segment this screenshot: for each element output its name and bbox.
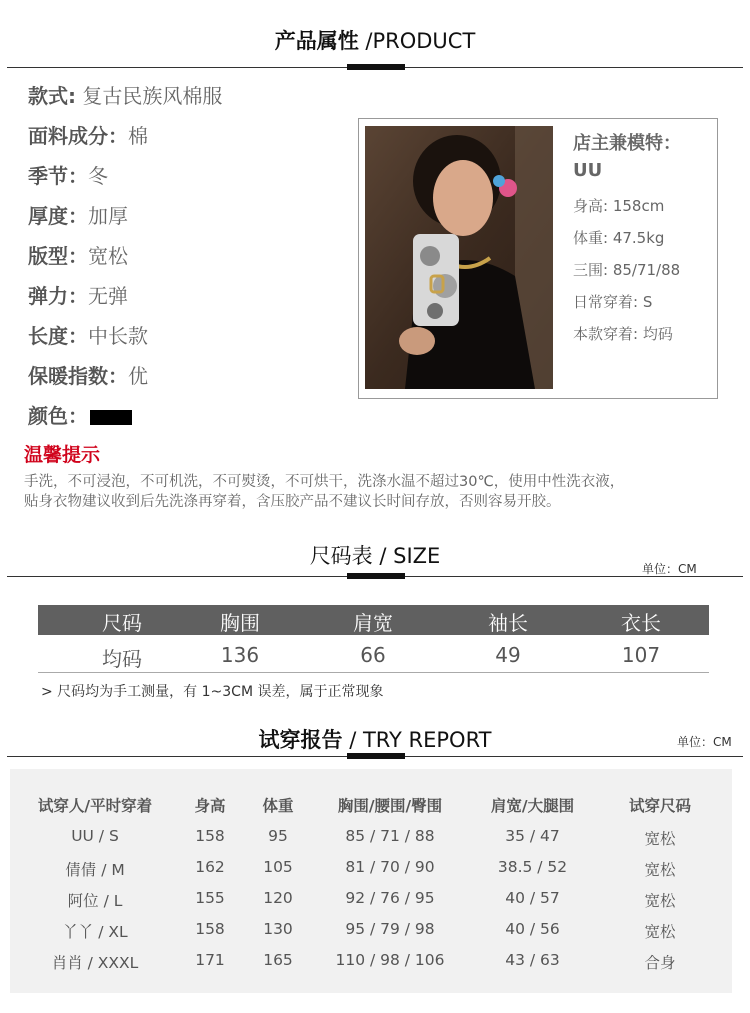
- report-cell: 丫丫 / XL: [62, 923, 128, 941]
- report-cell: 85 / 71 / 88: [345, 827, 435, 845]
- report-cell: 158: [195, 827, 225, 845]
- report-cell: 162: [195, 858, 225, 876]
- report-cell: 倩倩 / M: [65, 861, 125, 879]
- report-cell: 38.5 / 52: [497, 858, 568, 876]
- attr-color: 颜色：: [28, 400, 132, 429]
- report-cell: 165: [263, 951, 293, 969]
- size-col-chest: 胸围: [220, 611, 260, 635]
- attr-length: 长度：中长款: [28, 324, 148, 348]
- report-cell: 110 / 98 / 106: [335, 951, 445, 969]
- report-col-shoulder-thigh: 肩宽/大腿围: [490, 797, 575, 815]
- warm-tips-title: 温馨提示: [24, 444, 101, 466]
- size-col-size: 尺码: [102, 611, 142, 635]
- report-cell: 宽松: [644, 830, 676, 848]
- product-title-en: /PRODUCT: [358, 29, 476, 53]
- report-title-en: / TRY REPORT: [342, 728, 492, 752]
- attr-season: 季节：冬: [28, 164, 108, 188]
- color-swatch: [90, 410, 132, 425]
- report-col-bwh: 胸围/腰围/臀围: [337, 797, 443, 815]
- attr-fit: 版型：宽松: [28, 244, 128, 268]
- size-cell: 107: [621, 643, 661, 667]
- size-col-length: 衣长: [621, 611, 661, 635]
- attr-thickness: 厚度：加厚: [28, 204, 128, 228]
- size-cell: 136: [220, 643, 260, 667]
- report-cell: 95 / 79 / 98: [345, 920, 435, 938]
- size-unit: 单位：CM: [642, 562, 697, 576]
- size-section-title: 尺码表 / SIZE: [309, 544, 441, 568]
- warm-tips-line-1: 手洗，不可浸泡，不可机洗，不可熨烫，不可烘干，洗涤水温不超过30℃，使用中性洗衣液，: [24, 474, 625, 490]
- attr-fabric: 面料成分：棉: [28, 124, 148, 148]
- size-cell: 66: [360, 643, 386, 667]
- report-unit: 单位：CM: [677, 735, 732, 749]
- model-photo: [365, 126, 553, 389]
- product-title-cn: 产品属性: [274, 29, 359, 53]
- report-cell: 105: [263, 858, 293, 876]
- report-cell: UU / S: [71, 827, 119, 845]
- section-accent-bar: [347, 573, 405, 579]
- size-col-shoulder: 肩宽: [353, 611, 393, 635]
- report-col-weight: 体重: [262, 797, 294, 815]
- warm-tips-line-2: 贴身衣物建议收到后先洗涤再穿着，含压胶产品不建议长时间存放，否则容易开胶。: [24, 494, 561, 510]
- product-section-title: [0, 25, 750, 55]
- report-cell: 92 / 76 / 95: [345, 889, 435, 907]
- report-col-height: 身高: [194, 797, 226, 815]
- section-accent-bar: [347, 753, 405, 759]
- report-cell: 40 / 57: [505, 889, 560, 907]
- model-height: 身高: 158cm: [573, 197, 665, 215]
- report-cell: 阿位 / L: [67, 892, 123, 910]
- model-weight: 体重: 47.5kg: [573, 229, 665, 247]
- model-daily-size: 日常穿着: S: [573, 293, 653, 311]
- report-col-size: 试穿尺码: [628, 797, 691, 815]
- report-col-tester: 试穿人/平时穿着: [37, 797, 153, 815]
- attr-warmth: 保暖指数：优: [28, 364, 148, 388]
- model-worn-size: 本款穿着: 均码: [573, 325, 673, 343]
- try-report-table: [10, 769, 732, 993]
- report-cell: 35 / 47: [505, 827, 560, 845]
- report-cell: 155: [195, 889, 225, 907]
- report-title-cn: 试穿报告: [258, 728, 343, 752]
- report-cell: 宽松: [644, 923, 676, 941]
- report-cell: 130: [263, 920, 293, 938]
- section-accent-bar: [347, 64, 405, 70]
- report-cell: 40 / 56: [505, 920, 560, 938]
- report-cell: 158: [195, 920, 225, 938]
- report-cell: 宽松: [644, 861, 676, 879]
- model-card: [358, 118, 718, 399]
- size-note: > 尺码均为手工测量，有 1~3CM 误差，属于正常现象: [41, 684, 384, 700]
- model-measurements: 三围: 85/71/88: [573, 261, 681, 279]
- report-cell: 43 / 63: [505, 951, 560, 969]
- attr-elasticity: 弹力：无弹: [28, 284, 128, 308]
- report-cell: 120: [263, 889, 293, 907]
- report-cell: 宽松: [644, 892, 676, 910]
- model-heading: 店主兼模特：: [573, 133, 681, 154]
- report-cell: 81 / 70 / 90: [345, 858, 435, 876]
- report-cell: 合身: [644, 954, 676, 972]
- report-cell: 肖肖 / XXXL: [51, 954, 139, 972]
- size-cell: 49: [495, 643, 521, 667]
- size-table-header: [38, 605, 709, 635]
- report-section-title: [0, 724, 750, 754]
- size-cell: 均码: [102, 647, 142, 671]
- attr-style: 款式: 复古民族风棉服: [28, 84, 223, 108]
- size-col-sleeve: 袖长: [488, 611, 528, 635]
- report-cell: 95: [268, 827, 288, 845]
- size-table-bottom-line: [38, 672, 709, 673]
- report-cell: 171: [195, 951, 225, 969]
- model-name: UU: [573, 160, 603, 181]
